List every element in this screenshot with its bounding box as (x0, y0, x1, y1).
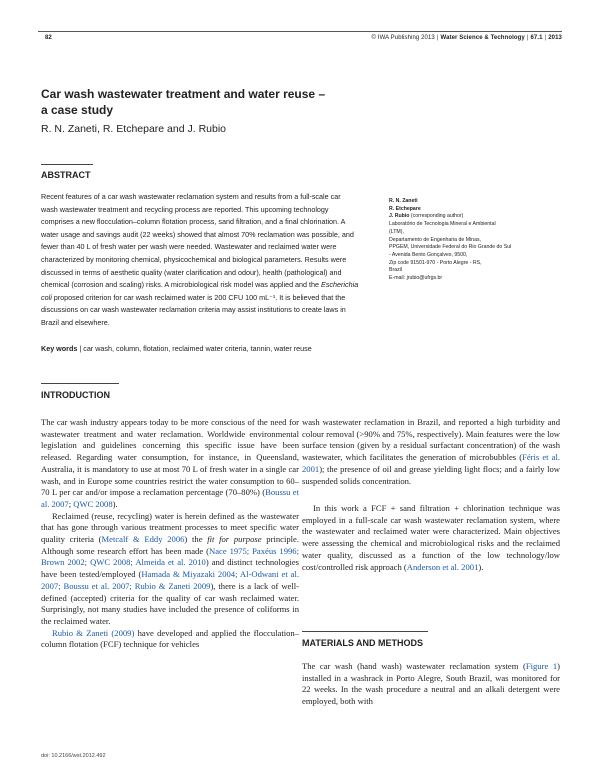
introduction-rule (41, 383, 119, 384)
affil-author-3-note: (corresponding author) (409, 213, 464, 220)
header-rule (38, 31, 562, 32)
author-affiliation (389, 198, 569, 283)
text: have developed and applied the flocculation–column flotation (FCF) technique for vehicles (41, 627, 299, 650)
running-header: © IWA Publishing 2013 | Water Science & Technology | 67.1 | 2013 (371, 35, 562, 41)
ref-link[interactable]: QWC 2008 (73, 498, 113, 509)
article-title (41, 86, 441, 118)
volume: 67.1 (530, 35, 543, 41)
doi: doi: 10.2166/wst.2012.492 (41, 753, 106, 759)
methods-paragraph-1 (302, 661, 560, 708)
text: ). (478, 561, 484, 572)
keywords-label: Key words (41, 344, 78, 353)
abstract-heading: ABSTRACT (41, 170, 91, 180)
text: The car wash industry appears today to be more conscious of the need for wastewater treatment and water reclamation. Worldwide environmental legislation and guidelines concerning this specific issue have been released. Regarding water consumption, for instance, in Queensland, Australia, it is mandatory to use at most 70 L of fresh water in a single car wash, and in Europe some countries restrict the water consumption to 60–70 L per car and/or impose a reclamation percentage (70–80%) ( (41, 417, 299, 498)
abstract-rule (41, 164, 93, 165)
title-line-1: Car wash wastewater treatment and water reuse – (41, 87, 326, 101)
ref-link[interactable]: Rubio & Zaneti (2009) (52, 627, 135, 638)
abstract-italic: Escherichia coli (41, 280, 359, 302)
affil-line-8: - Avenida Bento Gonçalves, 9500, (389, 251, 468, 258)
ref-link[interactable]: Anderson et al. 2001 (406, 561, 479, 572)
text: In this work a FCF + sand filtration + chlorination technique was employed in a full-scale car wash wastewater reclamation system, where the wastewater and reclaimed water were characterized. Main objectives were assessing the chemical and microbiological risks and the reclaimed water quality, discussed as a function of the low technology/low cost/controlled risk approach ( (302, 503, 560, 572)
right-column-bottom (302, 661, 560, 708)
introduction-heading: INTRODUCTION (41, 390, 110, 400)
abstract-text (41, 191, 359, 330)
publisher: © IWA Publishing 2013 (371, 35, 435, 41)
italic-text: fit for purpose (207, 534, 262, 545)
text: ); the presence of oil and grease yielding light flocs; and a fairly low suspended solids concentration. (302, 463, 560, 486)
ref-link[interactable]: Boussu et al. 2007 (41, 487, 299, 509)
right-column-top (302, 417, 560, 487)
affil-line-4: Laboratório de Tecnologia Mineral e Ambiental (389, 221, 496, 228)
text: ), there is a lack of well-defined (accepted) criteria for the quality of car wash reclaimed water. Surprisingly, not many studies have included the presence of coliforms in the reclaimed water. (41, 580, 299, 626)
affil-line-9: Zip code 91501-970 - Porto Alegre - RS, (389, 259, 482, 266)
affil-author-1: R. N. Zaneti (389, 198, 418, 204)
affil-email: E-mail: jrubio@ufrgs.br (389, 275, 443, 282)
methods-heading: MATERIALS AND METHODS (302, 638, 423, 648)
affil-line-10: Brazil (389, 267, 402, 274)
figure-link[interactable]: Figure 1 (525, 661, 558, 671)
abstract-part-1: Recent features of a car wash wastewater reclamation system and results from a full-scale car wash wastewater treatment and recycling process are reported. This upcoming technology comprises a new flocculation–column flotation process, sand filtration, and a final chlorination. A water usage and savings audit (22 weeks) showed that almost 70% reclamation was possible, and fewer than 40 L of fresh water per wash were needed. Wastewater and reclaimed water were characterized by monitoring chemical, physicochemical and biological parameters. Results were discussed in terms of aesthetic quality (water clarification and odour), health (pathological) and chemical (corrosion and scaling) risks. A microbiological risk model was applied and the (41, 192, 354, 290)
affil-author-2: R. Etchepare (389, 205, 421, 212)
intro-paragraph-2 (41, 511, 299, 628)
journal-name: Water Science & Technology (440, 35, 525, 41)
ref-link[interactable]: Metcalf & Eddy 2006 (101, 534, 185, 545)
right-column-middle (302, 503, 560, 573)
text: ) the (184, 534, 208, 545)
ref-link[interactable]: Féris et al. 2001 (302, 452, 560, 474)
text: The car wash (hand wash) wastewater reclamation system ( (302, 661, 526, 671)
affil-author-3-name: J. Rubio (389, 213, 410, 220)
text: wash wastewater reclamation in Brazil, and reported a high turbidity and colour removal (>90% and 75%, respectively). Main features were the low surface tension (given by a residual surfactant concentration) of the wash wastewater, which facilitates the generation of microbubbles ( (302, 417, 560, 463)
affil-author-3 (389, 213, 569, 221)
intro-paragraph-1 (41, 417, 299, 511)
page-number: 82 (45, 35, 52, 41)
text: Reclaimed (reuse, recycling) water is herein defined as the wastewater that has gone through various treatment processes to meet specific water quality criteria ( (41, 510, 299, 545)
title-line-2: a case study (41, 103, 114, 117)
keywords-list: | car wash, column, flotation, reclaimed water criteria, tannin, water reuse (77, 344, 312, 353)
text: ) installed in a washrack in Porto Alegre, South Brazil, was monitored for 22 weeks. In the wash procedure a neutral and an alkali detergent were employed, both with (302, 661, 560, 707)
text: principle. Although some research effort has been made ( (41, 534, 299, 556)
ref-link[interactable]: Nace 1975; Paxéus 1996; Brown 2002; QWC 2008; Almeida et al. 2010 (41, 545, 299, 568)
year: 2013 (548, 35, 562, 41)
intro-paragraph-5 (302, 503, 560, 573)
intro-paragraph-3 (41, 628, 299, 651)
keywords (41, 344, 371, 354)
left-column (41, 417, 299, 651)
abstract-part-2: proposed criterion for car wash reclaimed water is 200 CFU 100 mL⁻¹. It is believed that the discussions on car wash wastewater reclamation criteria may assist institutions to create laws in Brazil and elsewhere. (41, 292, 346, 327)
affil-line-5: (LTM), (389, 228, 404, 235)
intro-paragraph-4 (302, 417, 560, 487)
affil-line-6: Departamento de Engenharia de Minas, (389, 236, 481, 243)
affil-line-7: PPGEM, Universidade Federal do Rio Grande do Sul (389, 244, 512, 251)
text: ; (68, 498, 74, 509)
text: ). (112, 498, 118, 509)
ref-link[interactable]: Hamada & Miyazaki 2004; Al-Odwani et al. 2007; Boussu et al. 2007; Rubio & Zaneti 2009 (41, 569, 299, 591)
text: ) and distinct technologies have been tested/employed ( (41, 557, 299, 580)
methods-rule (302, 631, 428, 632)
authors: R. N. Zaneti, R. Etchepare and J. Rubio (41, 123, 227, 135)
